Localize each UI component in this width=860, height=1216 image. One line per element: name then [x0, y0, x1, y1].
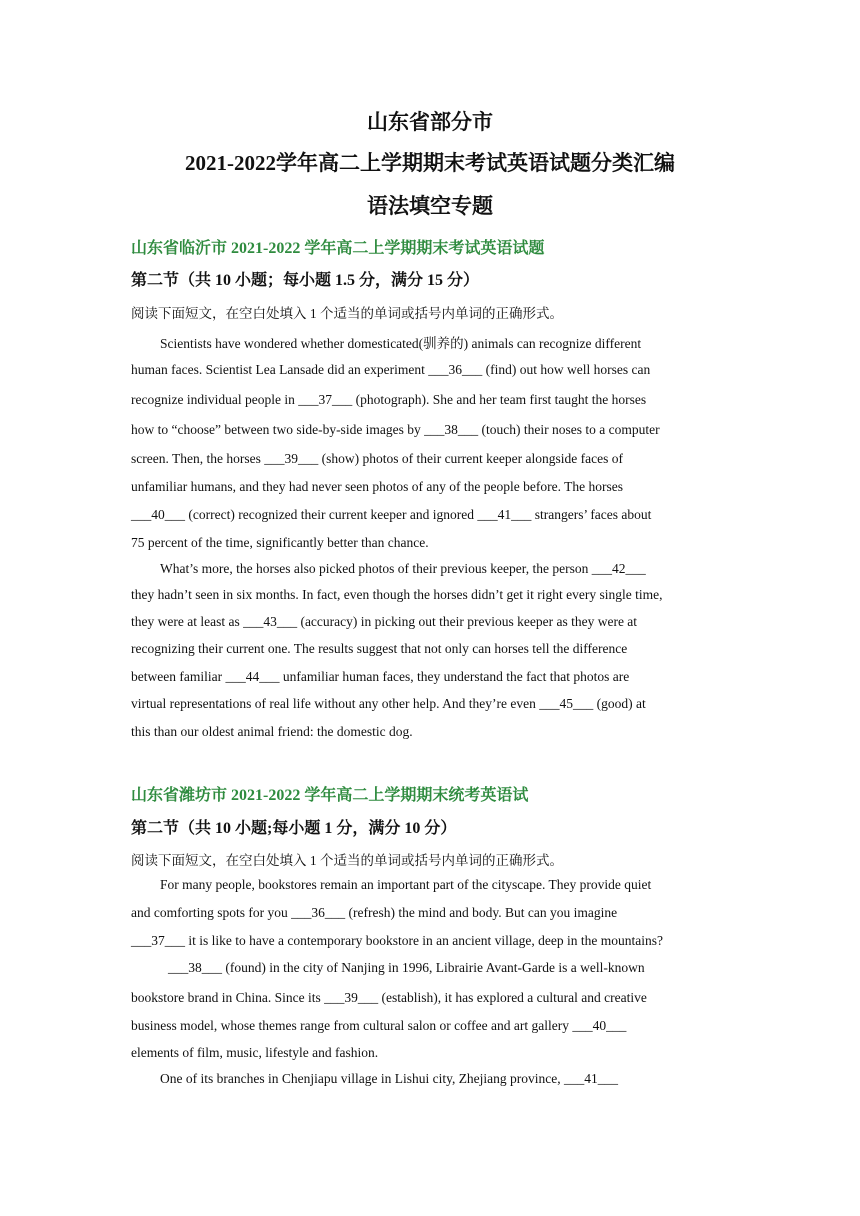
- passage1-line: recognize individual people in ___37___ (photograph). She and her team first taught the horses: [131, 392, 647, 407]
- passage2-line: elements of film, music, lifestyle and fashion.: [131, 1045, 379, 1060]
- passage1-line: ___40___ (correct) recognized their current keeper and ignored ___41___ strangers’ faces about: [131, 507, 652, 522]
- passage1-line: 75 percent of the time, significantly better than chance.: [131, 535, 429, 550]
- passage1-line: Scientists have wondered whether domesticated(驯养的) animals can recognize different: [160, 336, 642, 351]
- section1-heading: 山东省临沂市 2021-2022 学年高二上学期期末考试英语试题: [131, 240, 545, 257]
- passage1-line: between familiar ___44___ unfamiliar human faces, they understand the fact that photos are: [131, 669, 630, 684]
- passage1-line: human faces. Scientist Lea Lansade did an experiment ___36___ (find) out how well horses can: [131, 362, 651, 377]
- passage1-line: virtual representations of real life without any other help. And they’re even ___45___ (good) at: [131, 696, 646, 711]
- doc-title-main: 2021-2022学年高二上学期期末考试英语试题分类汇编: [185, 151, 675, 175]
- doc-title-region: 山东省部分市: [367, 110, 493, 134]
- doc-title-topic: 语法填空专题: [367, 194, 493, 218]
- passage1-line: unfamiliar humans, and they had never seen photos of any of the people before. The horses: [131, 479, 623, 494]
- passage2-line: ___37___ it is like to have a contemporary bookstore in an ancient village, deep in the mountains?: [131, 933, 663, 948]
- section1-subheading: 第二节（共 10 小题；每小题 1.5 分，满分 15 分）: [131, 272, 480, 289]
- passage1-line: screen. Then, the horses ___39___ (show) photos of their current keeper alongside faces of: [131, 451, 623, 466]
- section2-heading: 山东省潍坊市 2021-2022 学年高二上学期期末统考英语试: [131, 787, 529, 804]
- section2-instruction: 阅读下面短文，在空白处填入 1 个适当的单词或括号内单词的正确形式。: [131, 853, 563, 868]
- section2-subheading: 第二节（共 10 小题;每小题 1 分，满分 10 分）: [131, 820, 457, 837]
- passage2-line: business model, whose themes range from cultural salon or coffee and art gallery ___40___: [131, 1018, 627, 1033]
- passage2-line: and comforting spots for you ___36___ (refresh) the mind and body. But can you imagine: [131, 905, 618, 920]
- passage1-line: this than our oldest animal friend: the domestic dog.: [131, 724, 413, 739]
- passage2-line: For many people, bookstores remain an important part of the cityscape. They provide quiet: [160, 877, 652, 892]
- passage1-line: they were at least as ___43___ (accuracy) in picking out their previous keeper as they were at: [131, 614, 638, 629]
- passage2-line: ___38___ (found) in the city of Nanjing in 1996, Librairie Avant-Garde is a well-known: [168, 960, 645, 975]
- passage1-line: how to “choose” between two side-by-side images by ___38___ (touch) their noses to a computer: [131, 422, 660, 437]
- passage1-line: recognizing their current one. The results suggest that not only can horses tell the difference: [131, 641, 628, 656]
- passage1-line: they hadn’t seen in six months. In fact, even though the horses didn’t get it right every single time,: [131, 587, 663, 602]
- passage2-line: bookstore brand in China. Since its ___39___ (establish), it has explored a cultural and creative: [131, 990, 647, 1005]
- passage2-line: One of its branches in Chenjiapu village in Lishui city, Zhejiang province, ___41___: [160, 1071, 619, 1086]
- section1-instruction: 阅读下面短文，在空白处填入 1 个适当的单词或括号内单词的正确形式。: [131, 306, 563, 321]
- passage1-line: What’s more, the horses also picked photos of their previous keeper, the person ___42___: [160, 561, 646, 576]
